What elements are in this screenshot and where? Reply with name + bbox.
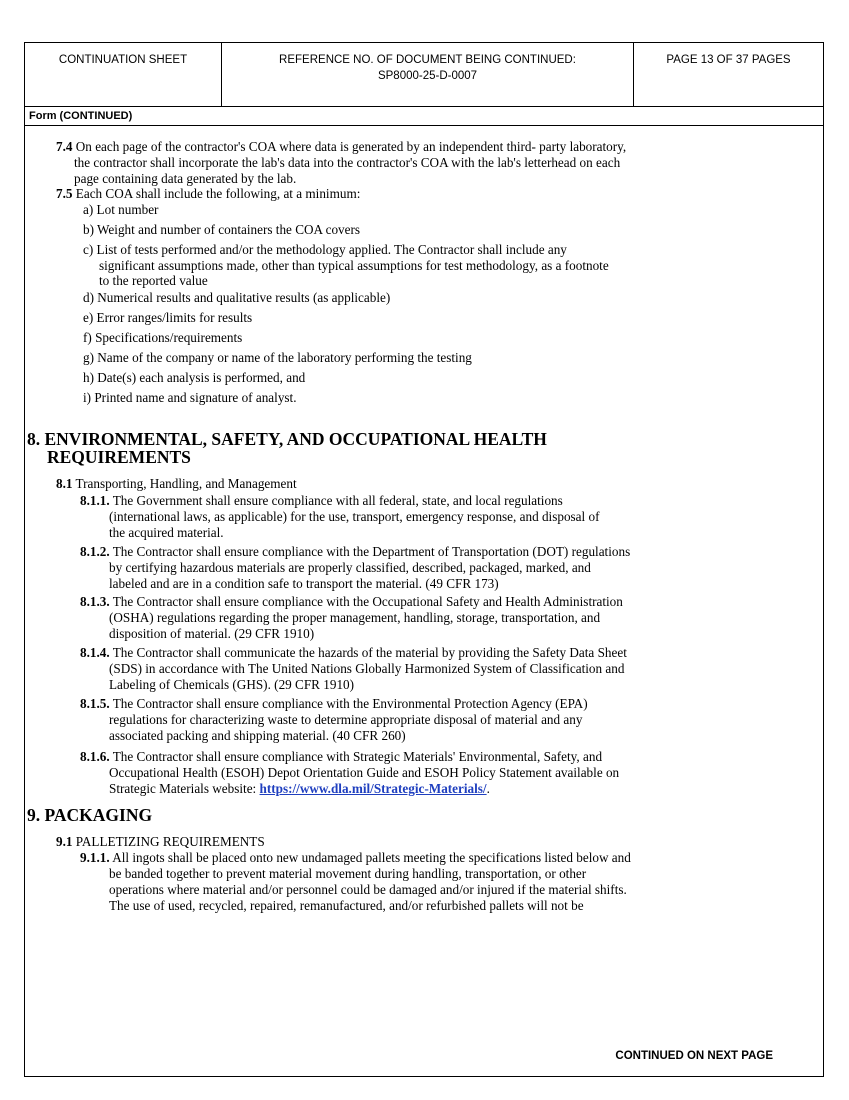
- section-9-1-text: PALLETIZING REQUIREMENTS: [72, 834, 265, 849]
- section-8-1-number: 8.1: [56, 476, 73, 491]
- item-8-1-6-number: 8.1.6.: [80, 749, 110, 764]
- item-8-1-5-number: 8.1.5.: [80, 696, 110, 711]
- header-continuation: CONTINUATION SHEET: [58, 54, 188, 66]
- list-item-a: a) Lot number: [83, 202, 159, 217]
- section-8-heading-line2: REQUIREMENTS: [47, 447, 191, 467]
- item-8-1-3-line3: disposition of material. (29 CFR 1910): [109, 626, 315, 641]
- list-item-c-line3: to the reported value: [99, 273, 208, 288]
- header-table: [25, 43, 823, 107]
- section-7-4-text1: On each page of the contractor's COA where data is generated by an independent third- party laboratory,: [72, 139, 627, 154]
- continuation-sheet: [24, 42, 824, 1077]
- item-8-1-5-line1: [80, 696, 588, 712]
- header-page-cell: [634, 43, 823, 106]
- list-item-f: f) Specifications/requirements: [83, 330, 243, 345]
- item-8-1-3-number: 8.1.3.: [80, 594, 110, 609]
- list-item-c-line2: significant assumptions made, other than typical assumptions for test methodology, as a footnote: [99, 258, 609, 273]
- header-reference-cell: [222, 43, 634, 106]
- item-9-1-1-line1: [80, 850, 631, 866]
- item-8-1-1-line2: (international laws, as applicable) for the use, transport, emergency response, and disposal of: [109, 509, 600, 524]
- item-8-1-1-text1: The Government shall ensure compliance with all federal, state, and local regulations: [109, 493, 563, 508]
- item-8-1-5-line3: associated packing and shipping material. (40 CFR 260): [109, 728, 406, 743]
- item-8-1-4-line1: [80, 645, 627, 661]
- item-8-1-2-line1: [80, 544, 630, 560]
- list-item-e: e) Error ranges/limits for results: [83, 310, 253, 325]
- header-page-number: PAGE 13 OF 37 PAGES: [666, 54, 791, 66]
- section-8-1-text: Transporting, Handling, and Management: [72, 476, 297, 491]
- item-8-1-6-text1: The Contractor shall ensure compliance with Strategic Materials' Environmental, Safety, and: [109, 749, 603, 764]
- item-8-1-2-text1: The Contractor shall ensure compliance with the Department of Transportation (DOT) regulations: [109, 544, 631, 559]
- section-9-1-line: [56, 834, 265, 850]
- section-7-5-text: Each COA shall include the following, at a minimum:: [72, 186, 361, 201]
- section-7-4-number: 7.4: [56, 139, 73, 154]
- list-item-b: b) Weight and number of containers the COA covers: [83, 222, 361, 237]
- section-7-5-line: [56, 186, 360, 202]
- item-9-1-1-line2: be banded together to prevent material movement during handling, transportation, or other: [109, 866, 587, 881]
- item-9-1-1-number: 9.1.1.: [80, 850, 110, 865]
- header-continuation-cell: [25, 43, 222, 106]
- item-8-1-2-line2: by certifying hazardous materials are properly classified, described, packaged, marked, and: [109, 560, 591, 575]
- continued-next-page: CONTINUED ON NEXT PAGE: [615, 1050, 773, 1062]
- item-8-1-6-line2: Occupational Health (ESOH) Depot Orientation Guide and ESOH Policy Statement available on: [109, 765, 620, 780]
- form-continued-label: Form (CONTINUED): [25, 106, 823, 126]
- item-8-1-6-text3: Strategic Materials website:: [109, 781, 260, 796]
- section-7-4-line2: the contractor shall incorporate the lab's data into the contractor's COA with the lab's letterhead on each: [74, 155, 621, 170]
- item-9-1-1-line4: The use of used, recycled, repaired, remanufactured, and/or refurbished pallets will not be: [109, 898, 584, 913]
- section-8-1-line: [56, 476, 297, 492]
- header-ref-label: REFERENCE NO. OF DOCUMENT BEING CONTINUED:: [279, 54, 576, 66]
- list-item-c-line1: c) List of tests performed and/or the methodology applied. The Contractor shall include any: [83, 242, 567, 257]
- section-7-4-line1: [56, 139, 626, 155]
- item-8-1-4-line3: Labeling of Chemicals (GHS). (29 CFR 1910): [109, 677, 355, 692]
- item-8-1-1-line3: the acquired material.: [109, 525, 224, 540]
- section-9-1-number: 9.1: [56, 834, 73, 849]
- section-9-heading: 9. PACKAGING: [27, 805, 153, 825]
- item-8-1-2-number: 8.1.2.: [80, 544, 110, 559]
- item-8-1-5-line2: regulations for characterizing waste to determine appropriate disposal of material and any: [109, 712, 583, 727]
- section-7-5-number: 7.5: [56, 186, 73, 201]
- item-8-1-4-text1: The Contractor shall communicate the hazards of the material by providing the Safety Data Sheet: [109, 645, 627, 660]
- list-item-d: d) Numerical results and qualitative results (as applicable): [83, 290, 391, 305]
- item-9-1-1-line3: operations where material and/or personnel could be damaged and/or injured if the material shifts.: [109, 882, 627, 897]
- list-item-g: g) Name of the company or name of the laboratory performing the testing: [83, 350, 472, 365]
- item-8-1-5-text1: The Contractor shall ensure compliance with the Environmental Protection Agency (EPA): [109, 696, 588, 711]
- item-8-1-6-line3: [109, 781, 490, 797]
- item-8-1-6-line1: [80, 749, 602, 765]
- item-8-1-2-line3: labeled and are in a condition safe to transport the material. (49 CFR 173): [109, 576, 499, 591]
- item-8-1-1-line1: [80, 493, 563, 509]
- strategic-materials-link[interactable]: https://www.dla.mil/Strategic-Materials/: [259, 781, 487, 796]
- item-8-1-3-line2: (OSHA) regulations regarding the proper management, handling, storage, transportation, and: [109, 610, 601, 625]
- item-8-1-4-line2: (SDS) in accordance with The United Nations Globally Harmonized System of Classification and: [109, 661, 625, 676]
- header-ref-number: SP8000-25-D-0007: [377, 70, 478, 82]
- item-8-1-4-number: 8.1.4.: [80, 645, 110, 660]
- section-8-heading-line1: 8. ENVIRONMENTAL, SAFETY, AND OCCUPATIONAL HEALTH: [27, 429, 547, 449]
- item-9-1-1-text1: All ingots shall be placed onto new undamaged pallets meeting the specifications listed below and: [109, 850, 631, 865]
- item-8-1-6-period: .: [486, 781, 490, 796]
- section-7-4-line3: page containing data generated by the lab.: [74, 171, 297, 186]
- item-8-1-3-line1: [80, 594, 623, 610]
- list-item-h: h) Date(s) each analysis is performed, and: [83, 370, 306, 385]
- list-item-i: i) Printed name and signature of analyst.: [83, 390, 297, 405]
- item-8-1-1-number: 8.1.1.: [80, 493, 110, 508]
- item-8-1-3-text1: The Contractor shall ensure compliance with the Occupational Safety and Health Administration: [109, 594, 623, 609]
